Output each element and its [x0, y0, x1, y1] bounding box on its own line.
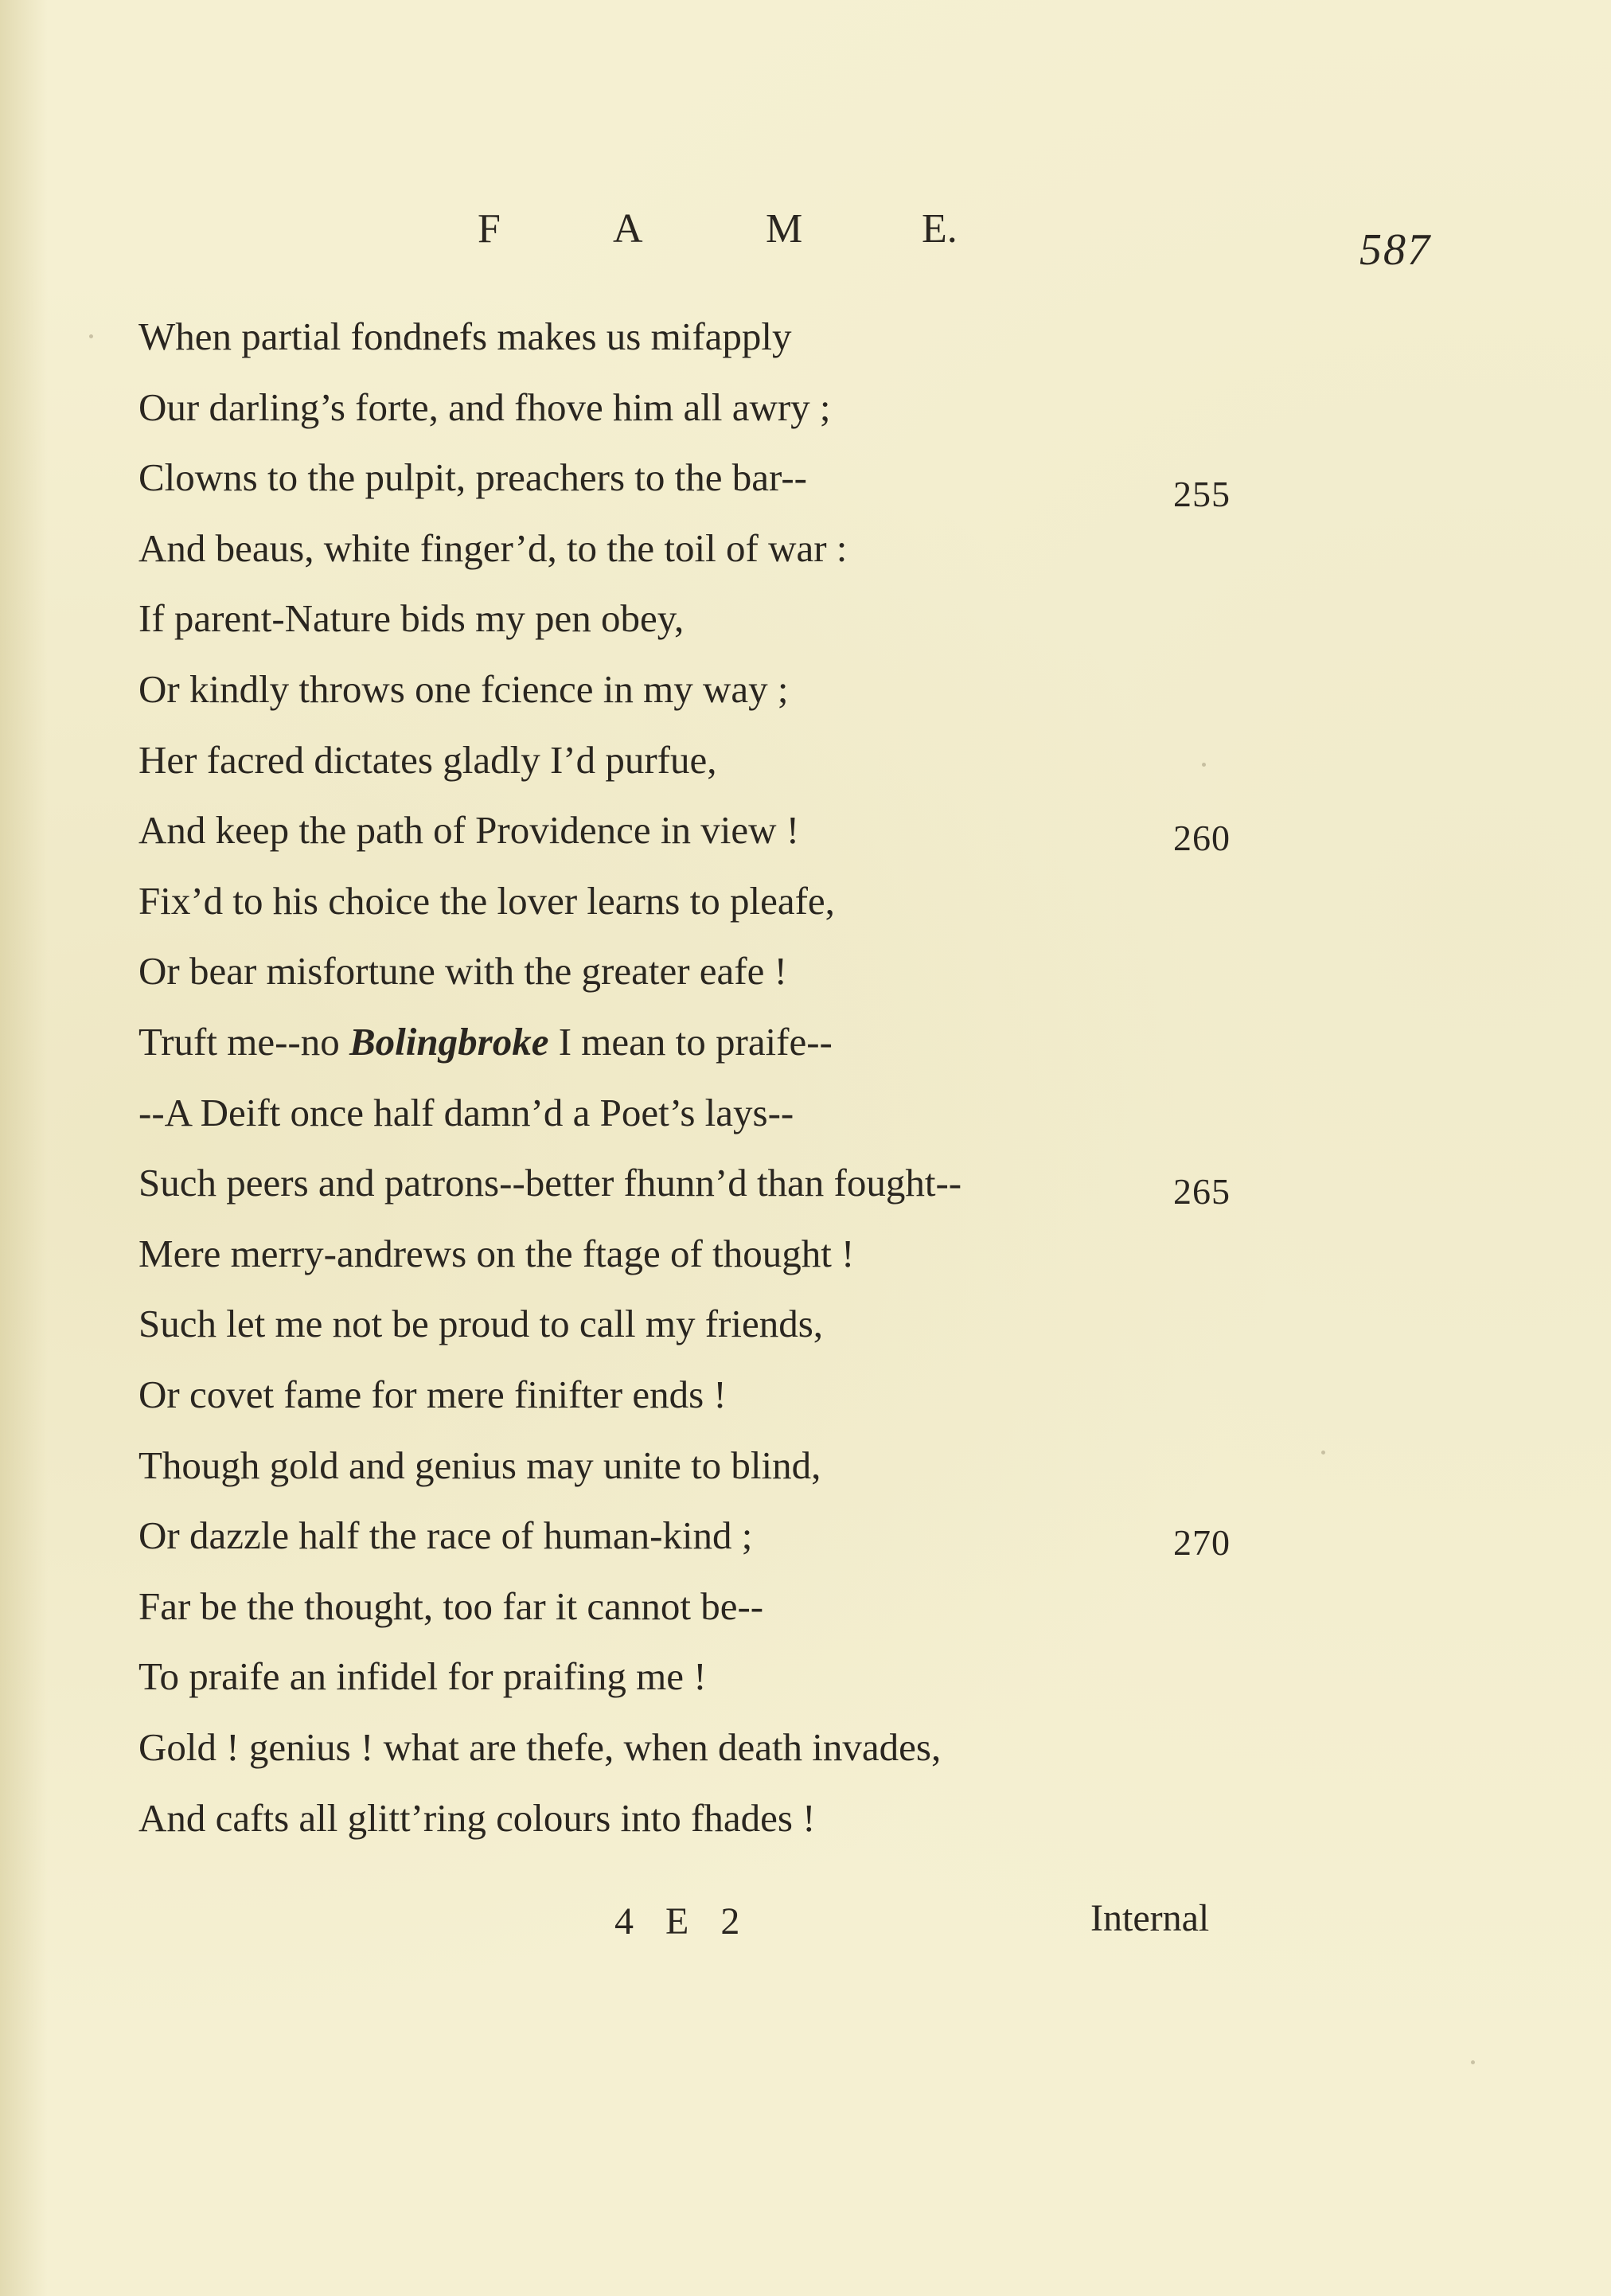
verse-line: Such let me not be proud to call my friends,	[138, 1302, 824, 1345]
line-number: 255	[1173, 474, 1231, 514]
running-head-letter: A	[613, 206, 643, 252]
running-head-letter: M	[766, 206, 803, 252]
verse-line: And cafts all glitt’ring colours into fhades !	[138, 1796, 816, 1840]
verse-line: --A Deift once half damn’d a Poet’s lays--	[138, 1091, 794, 1134]
verse-line: Or dazzle half the race of human-kind ;	[138, 1513, 753, 1557]
line-number: 260	[1173, 818, 1231, 858]
verse-line: Gold ! genius ! what are thefe, when death invades,	[138, 1725, 942, 1769]
paper-speck	[1471, 2060, 1475, 2064]
verse-line: Her facred dictates gladly I’d purfue,	[138, 738, 717, 782]
paper-speck	[89, 334, 93, 338]
line-number: 270	[1173, 1522, 1231, 1563]
signature-mark: 4 E 2	[614, 1900, 751, 1943]
verse-line: Such peers and patrons--better fhunn’d than fought--	[138, 1161, 962, 1205]
verse-line: Far be the thought, too far it cannot be--	[138, 1584, 764, 1628]
verse-line: And keep the path of Providence in view !	[138, 808, 800, 852]
catchword: Internal	[1090, 1897, 1210, 1939]
paper-speck	[1321, 1451, 1325, 1455]
verse-line: When partial fondnefs makes us mifapply	[138, 314, 792, 358]
verse-line: Clowns to the pulpit, preachers to the bar--	[138, 455, 807, 499]
verse-line: To praife an infidel for praifing me !	[138, 1654, 707, 1698]
verse-line: If parent-Nature bids my pen obey,	[138, 596, 685, 640]
verse-line: Or kindly throws one fcience in my way ;	[138, 667, 789, 711]
paper-speck	[1202, 763, 1206, 767]
running-head-letter: E.	[922, 206, 958, 252]
verse-line: And beaus, white finger’d, to the toil of war :	[138, 526, 848, 570]
verse-line	[138, 1020, 833, 1064]
verse-line: Fix’d to his choice the lover learns to pleafe,	[138, 879, 835, 923]
verse-text: Truft me--no	[138, 1020, 349, 1064]
verse-text: I mean to praife--	[548, 1020, 833, 1064]
line-number: 265	[1173, 1171, 1231, 1212]
verse-line: Our darling’s forte, and fhove him all awry ;	[138, 385, 831, 429]
verse-line: Or bear misfortune with the greater eafe !	[138, 949, 787, 993]
verse-line: Or covet fame for mere finifter ends !	[138, 1373, 727, 1416]
page-gutter-shadow	[0, 0, 48, 2296]
verse-italic-name: Bolingbroke	[349, 1020, 549, 1064]
verse-line: Though gold and genius may unite to blind,	[138, 1443, 821, 1487]
running-head-letter: F	[478, 206, 501, 252]
verse-line: Mere merry-andrews on the ftage of thought !	[138, 1232, 855, 1275]
page-number: 587	[1359, 225, 1431, 275]
